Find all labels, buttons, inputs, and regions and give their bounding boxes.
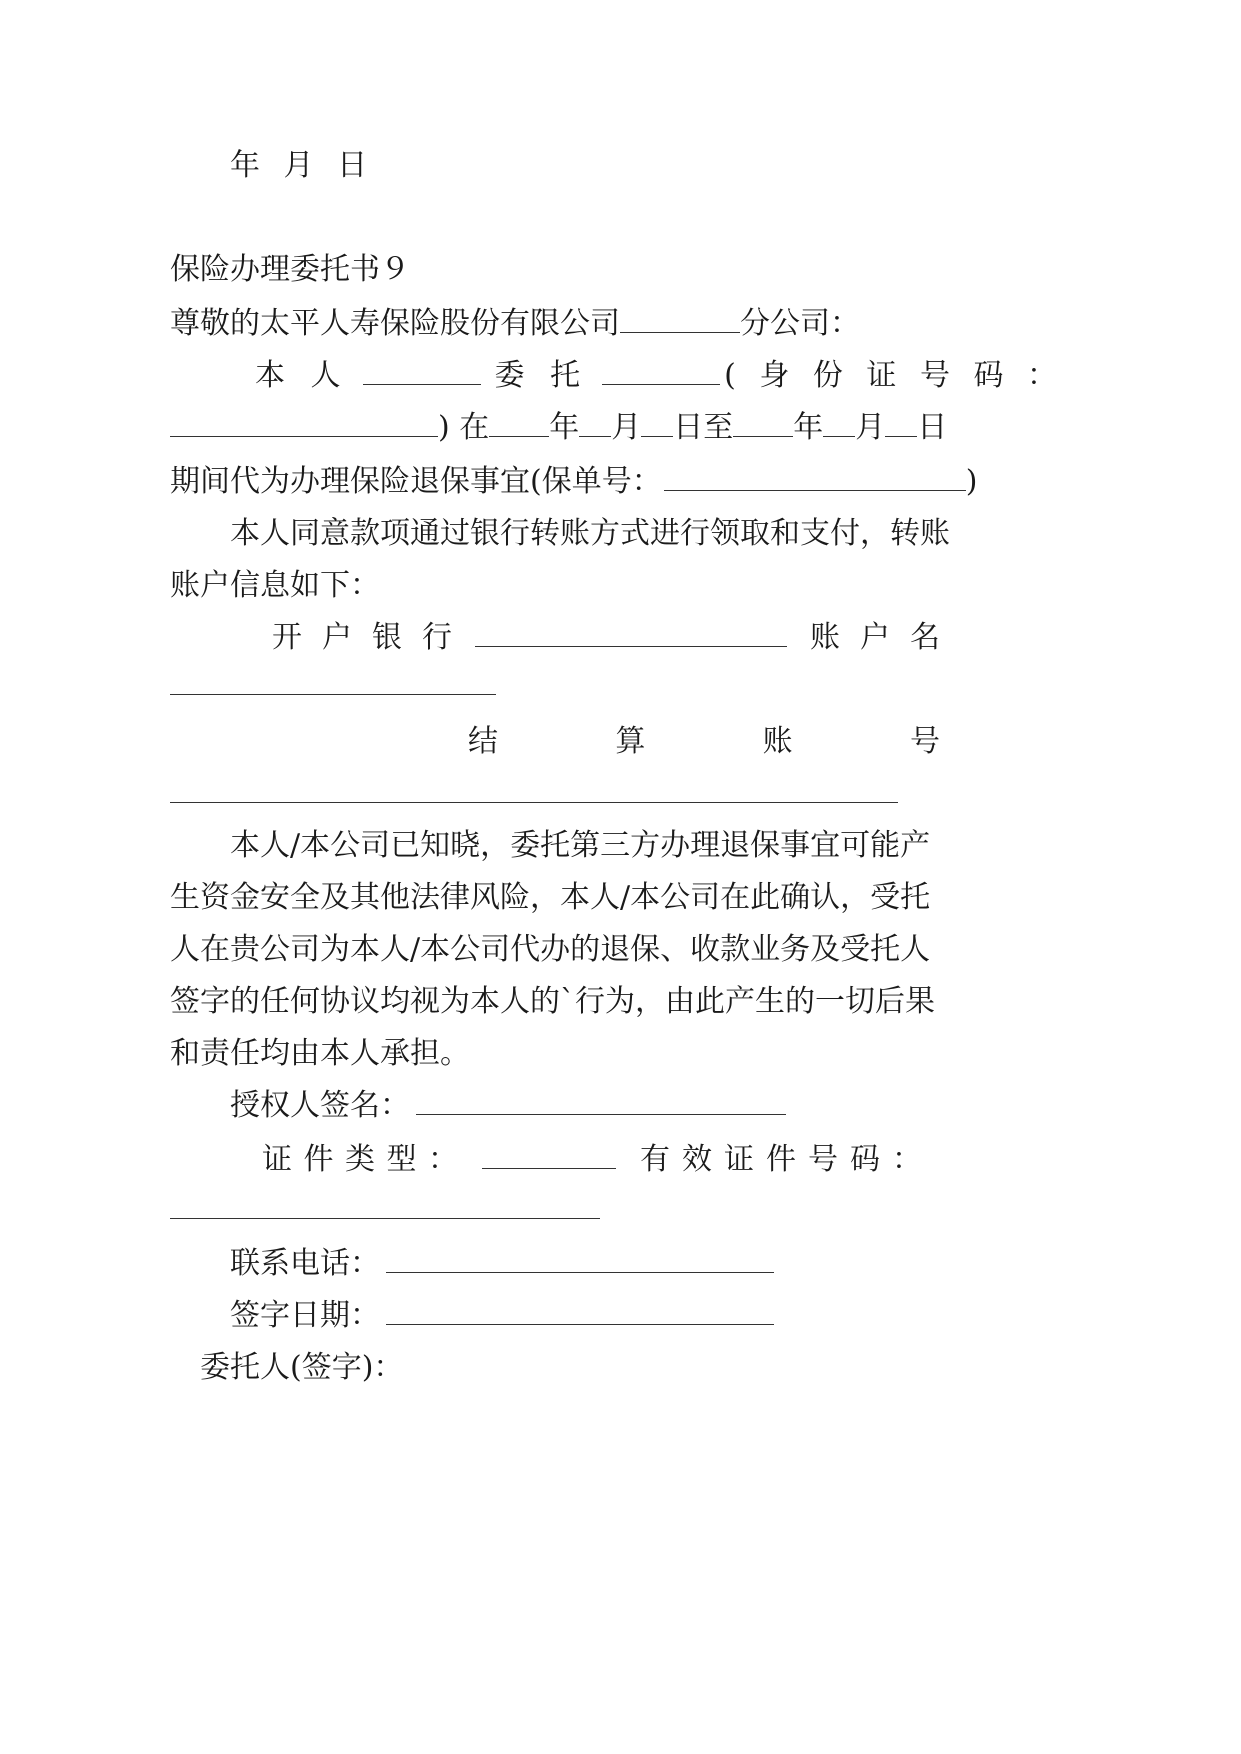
end-month-label: 月 [855, 410, 886, 445]
agent-name-blank[interactable] [602, 358, 720, 385]
principal-sign-label: 委托人(签字)： [200, 1350, 404, 1385]
agent-id-blank[interactable] [170, 410, 438, 437]
start-month-label: 月 [611, 410, 642, 445]
id-type-label: 证 件 类 型 ： [262, 1142, 458, 1177]
bank-line [272, 618, 940, 658]
branch-blank[interactable] [620, 306, 740, 333]
delegation-line-1 [255, 356, 1064, 396]
risk-paragraph-line-5: 和责任均由本人承担。 [170, 1036, 470, 1071]
zai-label: ) 在 [438, 410, 490, 445]
risk-paragraph-line-4: 签字的任何协议均视为本人的`行为，由此产生的一切后果 [170, 984, 935, 1019]
bank-paragraph-line-2: 账户信息如下： [170, 568, 380, 603]
zhanghu-ming-label: 账 户 名 [810, 620, 940, 655]
sign-date-blank[interactable] [386, 1298, 774, 1325]
account-name-blank[interactable] [170, 694, 496, 695]
salutation-prefix: 尊敬的太平人寿保险股份有限公司 [170, 306, 620, 341]
end-day-blank[interactable] [885, 410, 917, 437]
jiesuan-zhanghao-label: 结 算 账 号 [468, 724, 940, 759]
date-line: 年 月 日 [230, 148, 368, 183]
valid-id-blank[interactable] [170, 1218, 600, 1219]
phone-blank[interactable] [386, 1246, 774, 1273]
salutation-line [170, 304, 860, 344]
kaihu-yinhang-label: 开 户 银 行 [272, 620, 452, 655]
authorizer-sign-line [230, 1086, 786, 1126]
delegation-line-3 [170, 462, 977, 502]
risk-paragraph-line-2: 生资金安全及其他法律风险，本人/本公司在此确认，受托 [170, 880, 931, 915]
risk-paragraph-line-1: 本人/本公司已知晓，委托第三方办理退保事宜可能产 [230, 828, 931, 863]
phone-line [230, 1244, 774, 1284]
start-day-blank[interactable] [641, 410, 673, 437]
valid-id-label: 有 效 证 件 号 码 ： [640, 1142, 922, 1177]
start-year-label: 年 [549, 410, 580, 445]
start-month-blank[interactable] [579, 410, 611, 437]
settlement-account-blank[interactable] [170, 802, 898, 803]
end-year-blank[interactable] [733, 410, 793, 437]
policy-number-blank[interactable] [664, 464, 966, 491]
salutation-suffix: 分公司： [740, 306, 860, 341]
day-to-label: 日至 [673, 410, 734, 445]
delegation-line-2 [170, 408, 947, 448]
principal-name-blank[interactable] [363, 358, 481, 385]
start-year-blank[interactable] [489, 410, 549, 437]
id-line [262, 1140, 922, 1180]
end-month-blank[interactable] [823, 410, 855, 437]
risk-paragraph-line-3: 人在贵公司为本人/本公司代办的退保、收款业务及受托人 [170, 932, 931, 967]
authorizer-sign-label: 授权人签名： [230, 1088, 410, 1123]
sign-date-line [230, 1296, 774, 1336]
weituo-label: 委 托 [494, 358, 589, 393]
bank-name-blank[interactable] [475, 620, 787, 647]
end-day-label: 日 [917, 410, 948, 445]
end-year-label: 年 [793, 410, 824, 445]
id-type-blank[interactable] [482, 1142, 616, 1169]
bank-paragraph-line-1: 本人同意款项通过银行转账方式进行领取和支付，转账 [230, 516, 950, 551]
benren-label: 本 人 [255, 358, 349, 393]
phone-label: 联系电话： [230, 1246, 380, 1281]
id-number-label: ( 身 份 证 号 码 ： [724, 358, 1065, 393]
authorizer-sign-blank[interactable] [416, 1088, 786, 1115]
document-title: 保险办理委托书９ [170, 252, 410, 287]
policy-close-paren: ) [965, 464, 978, 499]
policy-number-label: 期间代为办理保险退保事宜(保单号： [170, 464, 662, 499]
sign-date-label: 签字日期： [230, 1298, 380, 1333]
